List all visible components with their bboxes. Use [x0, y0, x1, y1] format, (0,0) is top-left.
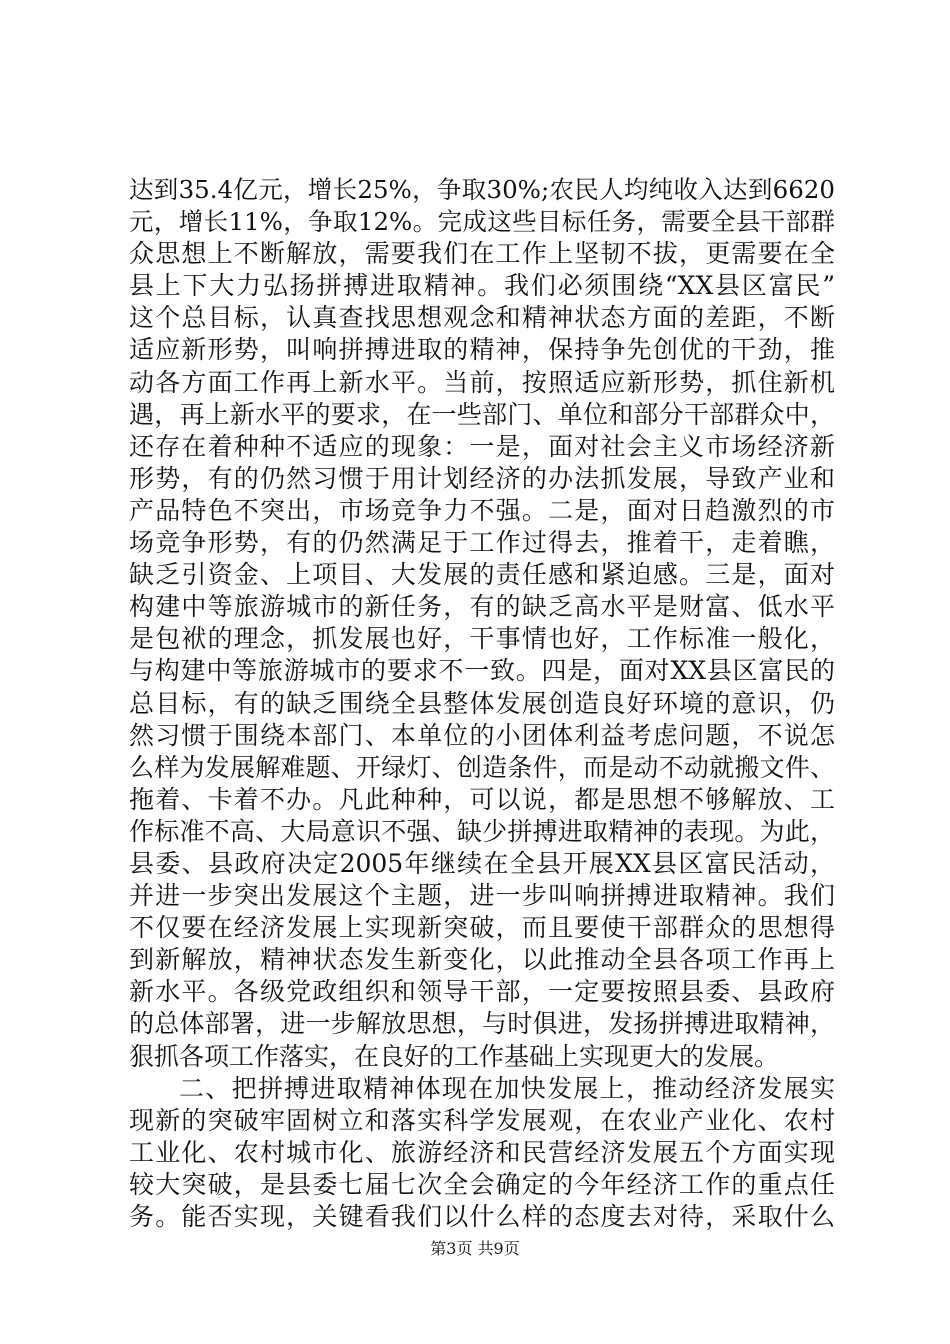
text-line: 场竞争形势，有的仍然满足于工作过得去，推着干，走着瞧， — [129, 528, 835, 558]
text-line: 到新解放，精神状态发生新变化，以此推动全县各项工作再上 — [129, 945, 835, 975]
text-line: 拖着、卡着不办。凡此种种，可以说，都是思想不够解放、工 — [129, 784, 835, 814]
text-line: 是包袱的理念，抓发展也好，干事情也好，工作标准一般化， — [129, 624, 835, 654]
text-line: 县上下大力弘扬拼搏进取精神。我们必须围绕“XX县区富民” — [129, 271, 835, 301]
text-line: 与构建中等旅游城市的要求不一致。四是，面对XX县区富民的 — [129, 656, 835, 686]
text-line: 作标准不高、大局意识不强、缺少拼搏进取精神的表现。为此， — [129, 816, 835, 846]
text-line: 缺乏引资金、上项目、大发展的责任感和紧迫感。三是，面对 — [129, 560, 835, 590]
paragraph-end-line: 狠抓各项工作落实，在良好的工作基础上实现更大的发展。 — [129, 1041, 780, 1071]
text-line: 适应新形势，叫响拼搏进取的精神，保持争先创优的干劲，推 — [129, 335, 835, 365]
text-line: 总目标，有的缺乏围绕全县整体发展创造良好环境的意识，仍 — [129, 688, 835, 718]
text-line: 较大突破，是县委七届七次全会确定的今年经济工作的重点任 — [129, 1169, 835, 1199]
text-line: 还存在着种种不适应的现象：一是，面对社会主义市场经济新 — [129, 431, 835, 461]
document-body — [129, 174, 835, 1233]
text-line: 新水平。各级党政组织和领导干部，一定要按照县委、县政府 — [129, 977, 835, 1007]
text-line: 产品特色不突出，市场竞争力不强。二是，面对日趋激烈的市 — [129, 495, 835, 525]
text-line: 元，增长11%，争取12%。完成这些目标任务，需要全县干部群 — [129, 207, 835, 237]
text-line: 县委、县政府决定2005年继续在全县开展XX县区富民活动， — [129, 848, 835, 878]
text-line: 这个总目标，认真查找思想观念和精神状态方面的差距，不断 — [129, 303, 835, 333]
page-number-footer: 第3页 共9页 — [430, 1239, 520, 1258]
text-line: 形势，有的仍然习惯于用计划经济的办法抓发展，导致产业和 — [129, 463, 835, 493]
text-line: 达到35.4亿元，增长25%，争取30%;农民人均纯收入达到6620 — [129, 175, 835, 204]
text-line: 现新的突破牢固树立和落实科学发展观，在农业产业化、农村 — [129, 1105, 835, 1135]
text-line: 动各方面工作再上新水平。当前，按照适应新形势，抓住新机 — [129, 367, 835, 397]
text-line: 么样为发展解难题、开绿灯、创造条件，而是动不动就搬文件、 — [129, 752, 835, 782]
text-line: 务。能否实现，关键看我们以什么样的态度去对待，采取什么 — [129, 1202, 835, 1231]
text-line: 并进一步突出发展这个主题，进一步叫响拼搏进取精神。我们 — [129, 881, 835, 911]
text-line: 构建中等旅游城市的新任务，有的缺乏高水平是财富、低水平 — [129, 592, 835, 622]
text-line: 的总体部署，进一步解放思想，与时俱进，发扬拼搏进取精神， — [129, 1009, 835, 1039]
section-heading-line: 二、把拼搏进取精神体现在加快发展上，推动经济发展实 — [179, 1073, 835, 1103]
text-line: 然习惯于围绕本部门、本单位的小团体利益考虑问题，不说怎 — [129, 720, 835, 750]
text-line: 众思想上不断解放，需要我们在工作上坚韧不拔，更需要在全 — [129, 239, 835, 269]
text-line: 工业化、农村城市化、旅游经济和民营经济发展五个方面实现 — [129, 1137, 835, 1167]
text-line: 不仅要在经济发展上实现新突破，而且要使干部群众的思想得 — [129, 913, 835, 943]
text-line: 遇，再上新水平的要求，在一些部门、单位和部分干部群众中， — [129, 399, 835, 429]
